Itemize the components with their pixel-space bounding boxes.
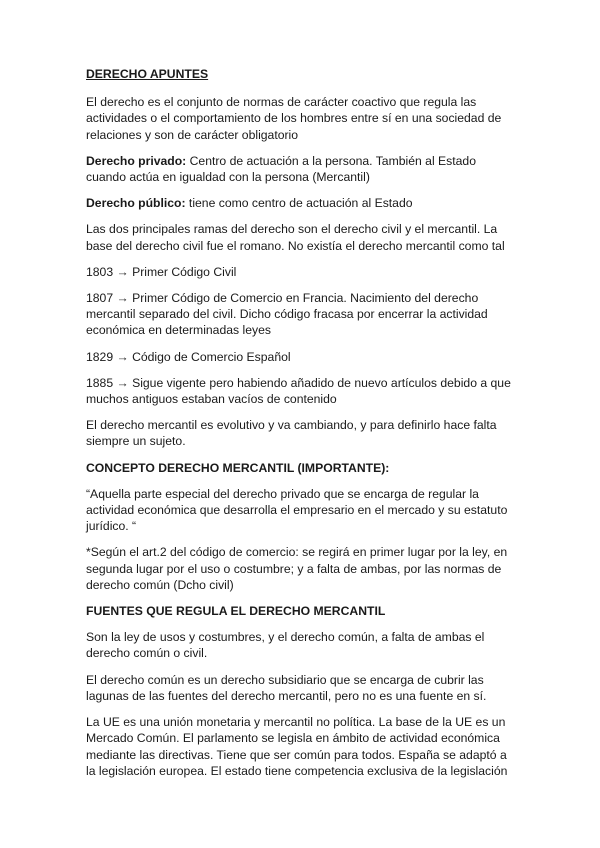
intro-paragraph: El derecho es el conjunto de normas de carácter coactivo que regula las actividades o el comportamiento de los hombres entre sí en una sociedad de relaciones y son de carácter obligatorio bbox=[86, 95, 502, 142]
ue-paragraph: La UE es una unión monetaria y mercantil no política. La base de la UE es un Mercado Común. El parlamento se legisla en ámbito de actividad económica mediante las directivas. Tiene que ser común para todos. España se adaptó a la legislación europea. El estado tiene competencia exclusiva de la legislación bbox=[86, 715, 508, 778]
concepto-quote: “Aquella parte especial del derecho privado que se encarga de regular la actividad económica que desarrolla el empresario en el mercado y su estatuto jurídico. “ bbox=[86, 486, 508, 534]
timeline-item-1803: 1803 → Primer Código Civil bbox=[86, 264, 237, 279]
derecho-publico-label: Derecho público: bbox=[86, 196, 186, 211]
document-page bbox=[86, 66, 516, 789]
document-title: DERECHO APUNTES bbox=[86, 67, 209, 81]
derecho-comun-paragraph: El derecho común es un derecho subsidiario que se encarga de cubrir las lagunas de las fuentes del derecho mercantil, pero no es una fuente en sí. bbox=[86, 672, 487, 703]
derecho-privado-label: Derecho privado: bbox=[86, 153, 187, 168]
derecho-publico-paragraph bbox=[86, 195, 516, 211]
derecho-publico-text: tiene como centro de actuación al Estado bbox=[185, 196, 413, 211]
concepto-heading: CONCEPTO DERECHO MERCANTIL (IMPORTANTE): bbox=[86, 460, 390, 475]
ramas-paragraph: Las dos principales ramas del derecho son el derecho civil y el mercantil. La base del derecho civil fue el romano. No existía el derecho mercantil como tal bbox=[86, 222, 505, 253]
timeline-item-1807: 1807 → Primer Código de Comercio en Francia. Nacimiento del derecho mercantil separado del civil. Dicho código fracasa por encerrar la actividad económica en determinadas leyes bbox=[86, 291, 488, 338]
concepto-note: *Según el art.2 del código de comercio: se regirá en primer lugar por la ley, en segunda lugar por el uso o costumbre; y a falta de ambas, por las normas de derecho común (Dcho civil) bbox=[86, 545, 508, 592]
evolutivo-paragraph: El derecho mercantil es evolutivo y va cambiando, y para definirlo hace falta siempre un sujeto. bbox=[86, 418, 497, 449]
derecho-privado-text: Centro de actuación a la persona. También al Estado cuando actúa en igualdad con la persona (Mercantil) bbox=[86, 153, 476, 185]
timeline-item-1829: 1829 → Código de Comercio Español bbox=[86, 349, 291, 364]
fuentes-heading: FUENTES QUE REGULA EL DERECHO MERCANTIL bbox=[86, 604, 386, 619]
fuentes-paragraph: Son la ley de usos y costumbres, y el derecho común, a falta de ambas el derecho común o civil. bbox=[86, 630, 485, 661]
derecho-privado-paragraph bbox=[86, 153, 516, 185]
timeline-item-1885: 1885 → Sigue vigente pero habiendo añadido de nuevo artículos debido a que muchos antiguos estaban vacíos de contenido bbox=[86, 375, 511, 407]
